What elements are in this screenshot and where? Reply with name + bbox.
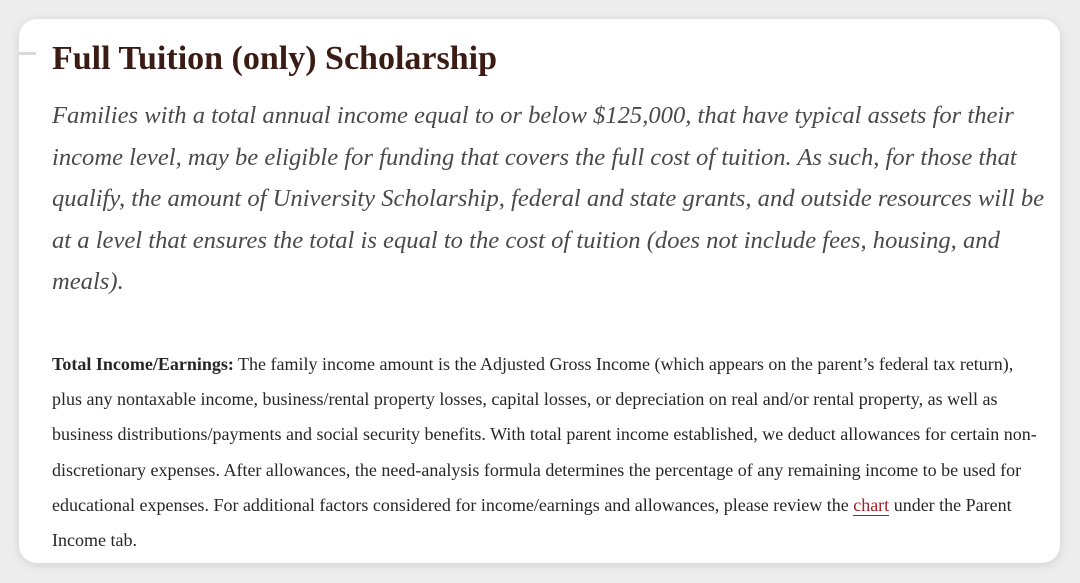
- income-paragraph: [52, 347, 1044, 558]
- content-card: [19, 19, 1060, 563]
- chart-link[interactable]: chart: [853, 494, 890, 515]
- page-title: Full Tuition (only) Scholarship: [52, 40, 497, 77]
- income-text-end: under the Parent Income tab.: [52, 494, 1012, 551]
- accent-divider: [19, 52, 36, 55]
- lead-paragraph: Families with a total annual income equal to or below $125,000, that have typical assets for their income level, may be eligible for funding that covers the full cost of tuition. As such, for those that qualify, the amount of University Scholarship, federal and state grants, and outside resources will be at a level that ensures the total is equal to the cost of tuition (does not include fees, housing, and meals).: [52, 102, 1045, 295]
- income-label: Total Income/Earnings:: [52, 354, 234, 374]
- income-text: The family income amount is the Adjusted Gross Income (which appears on the parent’s federal tax return), plus any nontaxable income, business/rental property losses, capital losses, or depreciation on real and/or rental property, as well as business distributions/payments and social security benefits. With total parent income established, we deduct allowances for certain non-discretionary expenses. After allowances, the need-analysis formula determines the percentage of any remaining income to be used for educational expenses. For additional factors considered for income/earnings and allowances, please review the: [52, 354, 1037, 515]
